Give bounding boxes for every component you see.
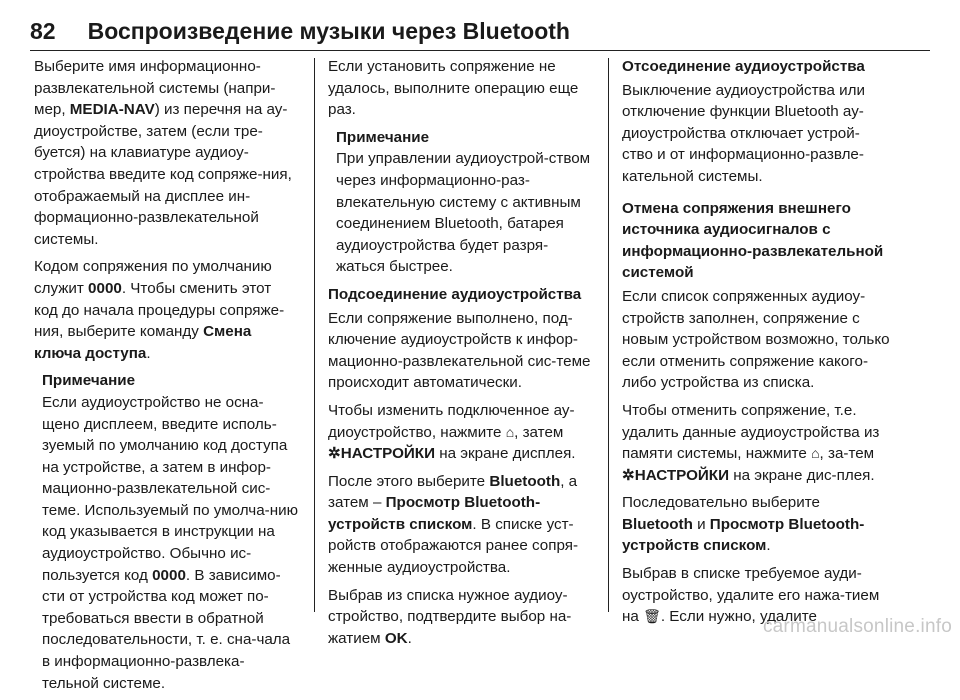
column-2	[328, 56, 594, 655]
watermark: carmanualsonline.info	[762, 616, 952, 637]
column-3	[622, 56, 890, 634]
bold-term: OK	[384, 629, 408, 647]
settings-label: ✲НАСТРОЙКИ	[622, 466, 729, 484]
paragraph: Если список сопряженных аудиоу-стройств заполнен, сопряжение с новым устройством возможно, только если отменить сопряжение какого-либо устройства из списка.	[622, 287, 890, 392]
paragraph: После этого выберите Bluetooth, а затем – Просмотр Bluetooth-устройств списком. В списке уст-ройств отображаются ранее сопря-женные аудиоустройства.	[328, 472, 579, 577]
paragraph: Чтобы отменить сопряжение, т.е. удалить данные аудиоустройства из памяти системы, нажмите ⌂, за-тем ✲НАСТРОЙКИ на экране дис-плея.	[622, 401, 880, 484]
note-text: Если аудиоустройство не осна-щено дисплеем, введите исполь-зуемый по умолчанию код доступа на устройстве, а затем в инфор-мационно-развлекательной сис-теме. Используемый по умолча-нию код указывается в инструкции на аудиоустройство. Обычно ис-пользуется код 0000. В зависимо-сти от устройства код может по-требоваться ввести в обратной последовательности, т. е. сна-чала в информационно-развлека-тельной системе.	[42, 393, 298, 692]
bold-term: Смена ключа доступа	[34, 323, 252, 362]
section-heading: Отмена сопряжения внешнего источника аудиосигналов с информационно-развлекательной системой	[622, 199, 884, 282]
paragraph: Выбрав в списке требуемое ауди-оустройство, удалите его нажа-тием на 🗑. Если нужно, удалите	[622, 563, 890, 628]
note-title: Примечание	[42, 372, 136, 390]
paragraph: Чтобы изменить подключенное ау-диоустройство, нажмите ⌂, затем ✲НАСТРОЙКИ на экране дисплея.	[328, 401, 576, 463]
trash-icon: 🗑	[643, 608, 661, 625]
bold-term: MEDIA-NAV	[69, 101, 155, 119]
home-icon: ⌂	[505, 423, 515, 440]
bold-term: 0000	[152, 566, 186, 584]
bold-term: 0000	[88, 279, 122, 297]
section-heading: Подсоединение аудиоустройства	[328, 285, 582, 303]
bold-term: Просмотр Bluetooth-устройств списком	[622, 515, 865, 555]
paragraph: Выбрав из списка нужное аудиоу-стройство, подтвердите выбор на-жатием OK.	[328, 586, 572, 647]
page-header	[30, 6, 930, 51]
note-block	[336, 127, 594, 278]
paragraph: Если сопряжение выполнено, под-ключение аудиоустройств к инфор-мационно-развлекательной сис-теме происходит автоматически.	[328, 309, 591, 392]
settings-label: ✲НАСТРОЙКИ	[328, 445, 435, 463]
bold-term: Просмотр Bluetooth-устройств списком	[328, 494, 541, 533]
column-divider-1	[314, 58, 315, 612]
paragraph: Кодом сопряжения по умолчанию служит 0000. Чтобы сменить этот код до начала процедуры сопряже-ния, выберите команду Смена ключа доступа.	[34, 258, 285, 362]
column-1	[34, 56, 298, 700]
home-icon: ⌂	[811, 445, 820, 462]
paragraph: Выключение аудиоустройства или отключение функции Bluetooth ау-диоустройства отключает устрой-ство и от информационно-развле-кательной системы.	[622, 81, 865, 185]
page-title: Воспроизведение музыки через Bluetooth	[87, 18, 570, 44]
section-heading: Отсоединение аудиоустройства	[622, 58, 865, 75]
note-block	[42, 370, 298, 694]
paragraph: Если установить сопряжение не удалось, выполните операцию еще раз.	[328, 58, 579, 119]
note-text: При управлении аудиоустрой-ством через информационно-раз-влекательную систему с активным соединением Bluetooth, батарея аудиоустройства будет разря-жаться быстрее.	[336, 150, 591, 276]
paragraph: Выберите имя информационно-развлекательной системы (напри-мер, MEDIA-NAV) из перечня на ау-диоустройстве, затем (если тре-буется) на клавиатуре аудиоу-стройства введите код сопряже-ния, отображаемый на дисплее ин-формационно-развлекательной системы.	[34, 58, 292, 248]
note-title: Примечание	[336, 128, 430, 146]
bold-term: Bluetooth	[489, 472, 561, 490]
column-divider-2	[608, 58, 609, 612]
bold-term: Bluetooth	[622, 515, 693, 533]
paragraph: Последовательно выберите Bluetooth и Просмотр Bluetooth-устройств списком.	[622, 494, 865, 555]
page-number: 82	[30, 18, 56, 44]
